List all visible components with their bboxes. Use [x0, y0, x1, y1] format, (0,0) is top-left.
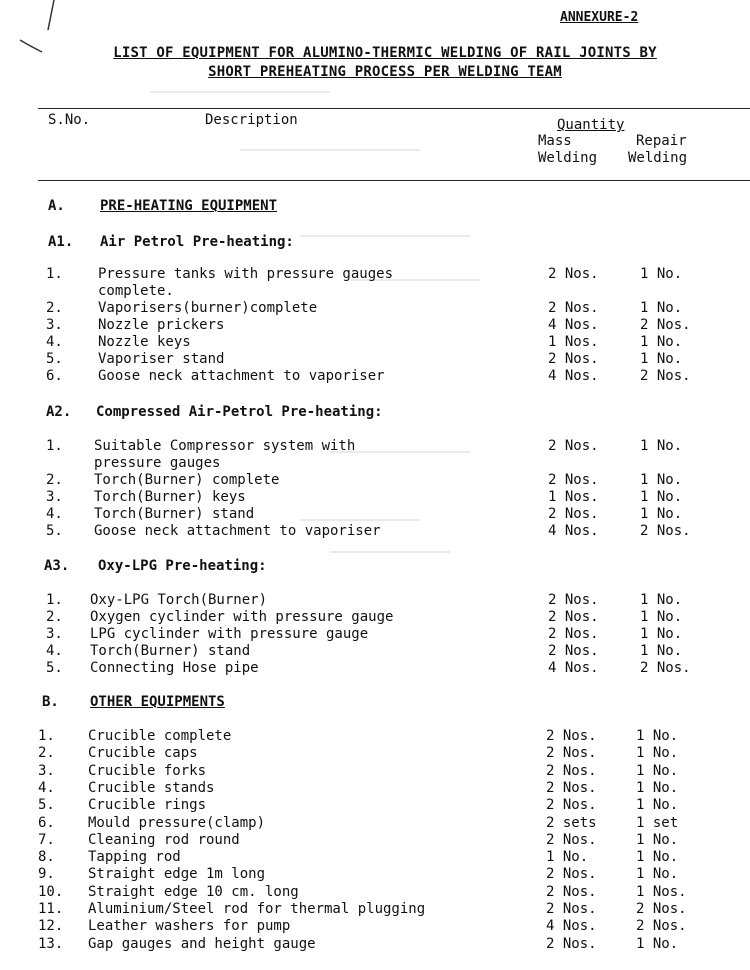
item-description: Goose neck attachment to vaporiser	[94, 523, 381, 539]
document-title	[40, 44, 730, 82]
item-mass-qty: 2 Nos.	[548, 609, 599, 625]
item-mass-qty: 2 Nos.	[546, 935, 597, 952]
item-description: Vaporiser stand	[98, 351, 225, 367]
item-repair-qty: 1 No.	[640, 643, 683, 659]
item-description: Oxy-LPG Torch(Burner)	[90, 592, 268, 608]
item-repair-qty: 1 No.	[636, 762, 679, 779]
item-repair-qty: 1 No.	[636, 745, 679, 762]
annexure-label: ANNEXURE-2	[560, 10, 639, 25]
item-description: Cleaning rod round	[88, 831, 240, 848]
item-repair-qty: 1 No.	[636, 797, 679, 814]
item-number: 4.	[46, 334, 63, 350]
header-top-rule	[38, 108, 750, 109]
section-a1-letter: A1.	[48, 234, 74, 250]
section-a-letter: A.	[48, 198, 65, 214]
item-mass-qty: 2 Nos.	[546, 745, 597, 762]
item-mass-qty: 1 No.	[546, 849, 589, 866]
item-mass-qty: 2 Nos.	[546, 831, 597, 848]
item-description-continued: pressure gauges	[94, 455, 221, 471]
item-number: 2.	[38, 745, 55, 762]
item-repair-qty: 1 No.	[636, 779, 679, 796]
item-description: Crucible complete	[88, 728, 232, 744]
item-number: 3.	[38, 762, 55, 779]
item-description: Mould pressure(clamp)	[88, 814, 266, 831]
item-number: 7.	[38, 831, 55, 848]
item-repair-qty: 1 No.	[636, 866, 679, 883]
item-repair-qty: 1 No.	[636, 728, 679, 744]
item-mass-qty: 2 Nos.	[548, 266, 599, 282]
section-a-heading	[48, 198, 277, 214]
col-header-description: Description	[205, 112, 298, 128]
item-number: 1.	[46, 592, 63, 608]
col-header-mass-line2: Welding	[538, 150, 598, 166]
item-mass-qty: 2 Nos.	[548, 592, 599, 608]
item-number: 3.	[46, 489, 63, 505]
item-mass-qty: 1 Nos.	[548, 334, 599, 350]
item-mass-qty: 2 Nos.	[548, 351, 599, 367]
item-number: 11.	[38, 901, 64, 917]
item-mass-qty: 2 Nos.	[546, 762, 597, 779]
col-header-repair-line1: Repair	[636, 133, 687, 149]
item-repair-qty: 1 No.	[640, 351, 683, 367]
col-header-mass	[538, 133, 597, 167]
item-number: 4.	[46, 506, 63, 522]
item-repair-qty: 1 No.	[636, 831, 679, 848]
item-description: Straight edge 1m long	[88, 866, 266, 883]
item-mass-qty: 2 Nos.	[546, 728, 597, 744]
item-mass-qty: 2 sets	[546, 814, 597, 831]
item-description: Nozzle prickers	[98, 317, 225, 333]
item-repair-qty: 1 No.	[640, 334, 683, 350]
item-description: Nozzle keys	[98, 334, 191, 350]
item-description-continued: complete.	[98, 283, 174, 299]
item-number: 8.	[38, 849, 55, 866]
item-mass-qty: 2 Nos.	[546, 866, 597, 883]
item-number: 5.	[46, 351, 63, 367]
item-repair-qty: 1 No.	[640, 438, 683, 454]
item-description: Aluminium/Steel rod for thermal plugging	[88, 901, 426, 917]
item-mass-qty: 4 Nos.	[548, 523, 599, 539]
item-description: Connecting Hose pipe	[90, 660, 259, 676]
item-description: Leather washers for pump	[88, 918, 291, 935]
section-a2-title: Compressed Air-Petrol Pre-heating:	[96, 404, 383, 420]
item-repair-qty: 1 set	[636, 814, 679, 831]
item-repair-qty: 2 Nos.	[640, 368, 691, 384]
item-number: 5.	[46, 660, 63, 676]
item-description: Goose neck attachment to vaporiser	[98, 368, 385, 384]
item-number: 10.	[38, 883, 64, 900]
item-description: Pressure tanks with pressure gauges	[98, 266, 394, 282]
item-repair-qty: 1 No.	[640, 300, 683, 316]
item-mass-qty: 2 Nos.	[548, 472, 599, 488]
item-mass-qty: 2 Nos.	[548, 643, 599, 659]
item-number: 9.	[38, 866, 55, 883]
item-repair-qty: 2 Nos.	[640, 317, 691, 333]
item-mass-qty: 1 Nos.	[548, 489, 599, 505]
item-description: LPG cyclinder with pressure gauge	[90, 626, 369, 642]
item-description: Suitable Compressor system with	[94, 438, 356, 454]
item-description: Torch(Burner) keys	[94, 489, 246, 505]
item-number: 3.	[46, 317, 63, 333]
header-bottom-rule	[38, 180, 750, 181]
item-number: 6.	[38, 814, 55, 831]
item-repair-qty: 2 Nos.	[636, 901, 687, 917]
section-a2-letter: A2.	[46, 404, 72, 420]
item-mass-qty: 4 Nos.	[548, 368, 599, 384]
item-description: Gap gauges and height gauge	[88, 935, 316, 952]
item-number: 5.	[38, 797, 55, 814]
section-a1-heading	[48, 234, 294, 250]
col-header-quantity: Quantity	[557, 117, 625, 133]
item-mass-qty: 2 Nos.	[548, 438, 599, 454]
item-number: 13.	[38, 935, 64, 952]
section-b-heading	[42, 694, 225, 710]
item-number: 4.	[46, 643, 63, 659]
item-repair-qty: 1 No.	[640, 472, 683, 488]
item-mass-qty: 2 Nos.	[548, 626, 599, 642]
section-b-letter: B.	[42, 694, 59, 710]
item-number: 12.	[38, 918, 64, 935]
item-number: 1.	[46, 266, 63, 282]
item-number: 5.	[46, 523, 63, 539]
item-repair-qty: 1 No.	[640, 489, 683, 505]
section-a3-heading	[44, 558, 267, 574]
item-mass-qty: 2 Nos.	[546, 797, 597, 814]
item-mass-qty: 4 Nos.	[548, 317, 599, 333]
item-mass-qty: 2 Nos.	[548, 300, 599, 316]
col-header-mass-line1: Mass	[538, 133, 572, 149]
item-repair-qty: 1 No.	[640, 626, 683, 642]
item-number: 2.	[46, 300, 63, 316]
section-a2-heading	[46, 404, 383, 420]
item-number: 1.	[38, 728, 55, 744]
item-repair-qty: 1 No.	[640, 506, 683, 522]
item-description: Straight edge 10 cm. long	[88, 883, 299, 900]
item-mass-qty: 2 Nos.	[546, 779, 597, 796]
item-number: 6.	[46, 368, 63, 384]
item-number: 1.	[46, 438, 63, 454]
title-line-2: SHORT PREHEATING PROCESS PER WELDING TEAM	[208, 64, 562, 80]
item-mass-qty: 4 Nos.	[546, 918, 597, 935]
item-description: Tapping rod	[88, 849, 181, 866]
item-repair-qty: 1 Nos.	[636, 883, 687, 900]
col-header-sno: S.No.	[48, 112, 91, 128]
section-a3-letter: A3.	[44, 558, 70, 574]
item-repair-qty: 1 No.	[640, 592, 683, 608]
item-number: 4.	[38, 779, 55, 796]
item-mass-qty: 2 Nos.	[546, 901, 597, 917]
item-description: Oxygen cyclinder with pressure gauge	[90, 609, 394, 625]
item-description: Crucible stands	[88, 779, 215, 796]
item-repair-qty: 1 No.	[636, 849, 679, 866]
item-mass-qty: 2 Nos.	[546, 883, 597, 900]
item-number: 2.	[46, 472, 63, 488]
section-a3-title: Oxy-LPG Pre-heating:	[98, 558, 267, 574]
item-repair-qty: 2 Nos.	[640, 523, 691, 539]
item-mass-qty: 2 Nos.	[548, 506, 599, 522]
item-number: 3.	[46, 626, 63, 642]
item-repair-qty: 1 No.	[640, 609, 683, 625]
item-description: Crucible rings	[88, 797, 207, 814]
item-mass-qty: 4 Nos.	[548, 660, 599, 676]
section-a1-title: Air Petrol Pre-heating:	[100, 234, 294, 250]
item-repair-qty: 2 Nos.	[640, 660, 691, 676]
item-description: Torch(Burner) stand	[90, 643, 251, 659]
item-repair-qty: 2 Nos.	[636, 918, 687, 935]
item-description: Torch(Burner) stand	[94, 506, 255, 522]
item-description: Crucible caps	[88, 745, 198, 762]
col-header-repair	[628, 133, 687, 167]
section-b-title: OTHER EQUIPMENTS	[90, 694, 225, 710]
item-repair-qty: 1 No.	[636, 935, 679, 952]
section-a-title: PRE-HEATING EQUIPMENT	[100, 198, 278, 214]
item-number: 2.	[46, 609, 63, 625]
item-description: Vaporisers(burner)complete	[98, 300, 318, 316]
item-repair-qty: 1 No.	[640, 266, 683, 282]
item-description: Torch(Burner) complete	[94, 472, 280, 488]
item-description: Crucible forks	[88, 762, 207, 779]
title-line-1: LIST OF EQUIPMENT FOR ALUMINO-THERMIC WELDING OF RAIL JOINTS BY	[113, 45, 657, 61]
col-header-repair-line2: Welding	[628, 150, 688, 166]
